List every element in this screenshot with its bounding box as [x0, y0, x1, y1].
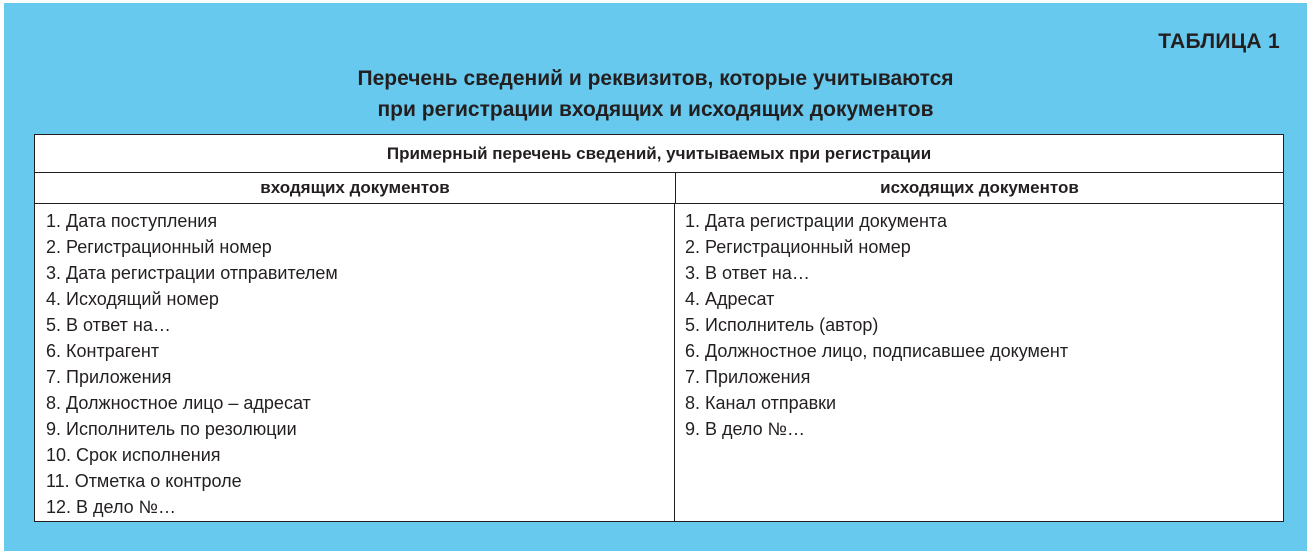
incoming-list	[35, 204, 675, 521]
outgoing-column-header: исходящих документов	[676, 173, 1283, 204]
table-title-line-1: Перечень сведений и реквизитов, которые учитываются	[357, 67, 954, 90]
table-title	[4, 63, 1307, 125]
list-item: 7. Приложения	[685, 367, 811, 387]
incoming-column-header: входящих документов	[35, 173, 676, 204]
list-item: 2. Регистрационный номер	[685, 237, 911, 257]
list-item: 12. В дело №…	[46, 497, 176, 517]
list-item: 9. В дело №…	[685, 419, 805, 439]
outgoing-list	[676, 204, 1283, 521]
list-item: 5. В ответ на…	[46, 315, 171, 335]
list-item: 4. Исходящий номер	[46, 289, 219, 309]
info-panel	[4, 3, 1307, 551]
list-item: 9. Исполнитель по резолюции	[46, 419, 297, 439]
requisites-table	[34, 134, 1284, 522]
table-main-header: Примерный перечень сведений, учитываемых при регистрации	[35, 135, 1283, 173]
list-item: 3. В ответ на…	[685, 263, 810, 283]
list-item: 6. Контрагент	[46, 341, 160, 361]
list-item: 8. Канал отправки	[685, 393, 837, 413]
list-item: 8. Должностное лицо – адресат	[46, 393, 311, 413]
list-item: 1. Дата регистрации документа	[685, 211, 947, 231]
list-item: 6. Должностное лицо, подписавшее документ	[685, 341, 1069, 361]
list-item: 5. Исполнитель (автор)	[685, 315, 879, 335]
list-item: 11. Отметка о контроле	[46, 471, 242, 491]
list-item: 1. Дата поступления	[46, 211, 218, 231]
list-item: 4. Адресат	[685, 289, 775, 309]
table-number-label: ТАБЛИЦА 1	[1158, 30, 1280, 53]
list-item: 2. Регистрационный номер	[46, 237, 272, 257]
table-title-line-2: при регистрации входящих и исходящих документов	[377, 98, 934, 121]
list-item: 10. Срок исполнения	[46, 445, 221, 465]
list-item: 7. Приложения	[46, 367, 172, 387]
list-item: 3. Дата регистрации отправителем	[46, 263, 338, 283]
